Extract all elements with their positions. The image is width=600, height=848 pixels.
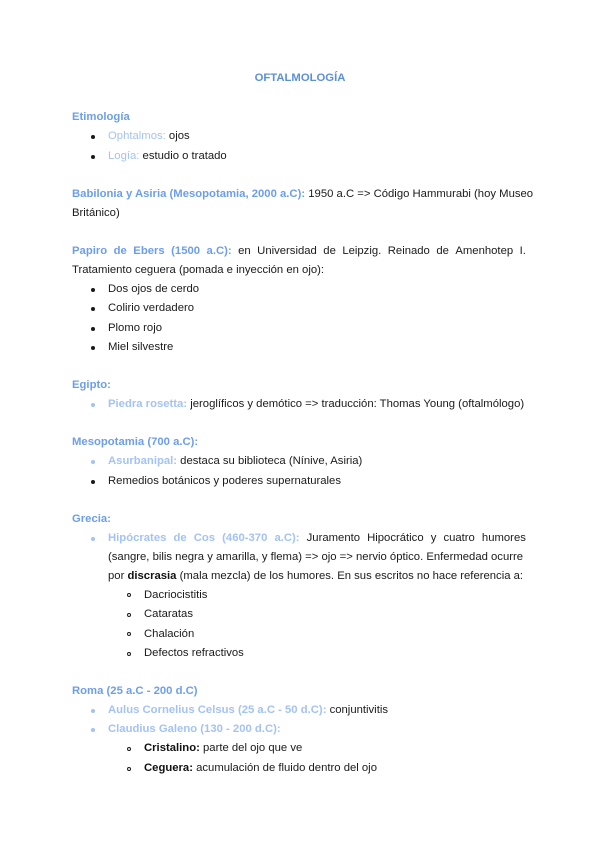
sub-list-item: Dacriocistitis [144,589,208,601]
list-item-hipocrates: Hipócrates de Cos (460-370 a.C): Juramento Hipocrático y cuatro humores [108,532,526,544]
bullet [91,403,95,407]
sub-bullet [127,593,131,597]
list-item: Remedios botánicos y poderes supernaturales [108,475,341,487]
section-heading-etimologia: Etimología [72,111,130,123]
bullet [91,709,95,713]
sub-bullet [127,632,131,636]
bullet [91,460,95,464]
paragraph-line: (sangre, bilis negra y amarilla, y flema) => ojo => nervio óptico. Enfermedad ocurre [108,551,524,563]
paragraph-line: por discrasia (mala mezcla) de los humores. En sus escritos no hace referencia a: [108,570,524,582]
bullet [91,728,95,732]
sub-bullet [127,652,131,656]
section-heading-roma: Roma (25 a.C - 200 d.C) [72,685,198,697]
sub-list-item: Chalación [144,628,195,640]
list-item: Colirio verdadero [108,302,195,314]
sub-bullet [127,613,131,617]
bullet [91,480,95,484]
bullet [91,346,95,350]
paragraph-line: Británico) [72,207,120,219]
bullet [91,307,95,311]
page-title: OFTALMOLOGÍA [254,72,346,84]
section-heading-grecia: Grecia: [72,513,111,525]
sub-list-item: Cataratas [144,608,193,620]
list-item: Asurbanipal: destaca su biblioteca (Nínive, Asiria) [108,455,363,467]
sub-bullet [127,747,131,751]
section-heading-egipto: Egipto: [72,379,111,391]
sub-list-item: Defectos refractivos [144,647,244,659]
list-item: Miel silvestre [108,341,174,353]
list-item: Piedra rosetta: jeroglíficos y demótico => traducción: Thomas Young (oftalmólogo) [108,398,525,410]
list-item: Logía: estudio o tratado [108,150,227,162]
sub-list-item: Cristalino: parte del ojo que ve [144,742,303,754]
paragraph-papiro: Papiro de Ebers (1500 a.C): en Universidad de Leipzig. Reinado de Amenhotep I. [72,245,526,257]
list-item: Ophtalmos: ojos [108,130,190,142]
list-item: Dos ojos de cerdo [108,283,200,295]
sub-list-item: Ceguera: acumulación de fluido dentro del ojo [144,762,377,774]
bullet [91,537,95,541]
paragraph-line: Tratamiento ceguera (pomada e inyección en ojo): [72,264,325,276]
list-item: Claudius Galeno (130 - 200 d.C): [108,723,281,735]
sub-bullet [127,767,131,771]
bullet [91,288,95,292]
bullet [91,135,95,139]
bullet [91,155,95,159]
list-item: Aulus Cornelius Celsus (25 a.C - 50 d.C): conjuntivitis [108,704,388,716]
list-item: Plomo rojo [108,322,162,334]
section-heading-mesopotamia: Mesopotamia (700 a.C): [72,436,199,448]
bullet [91,327,95,331]
paragraph-babilonia: Babilonia y Asiria (Mesopotamia, 2000 a.C): 1950 a.C => Código Hammurabi (hoy Museo [72,188,534,200]
